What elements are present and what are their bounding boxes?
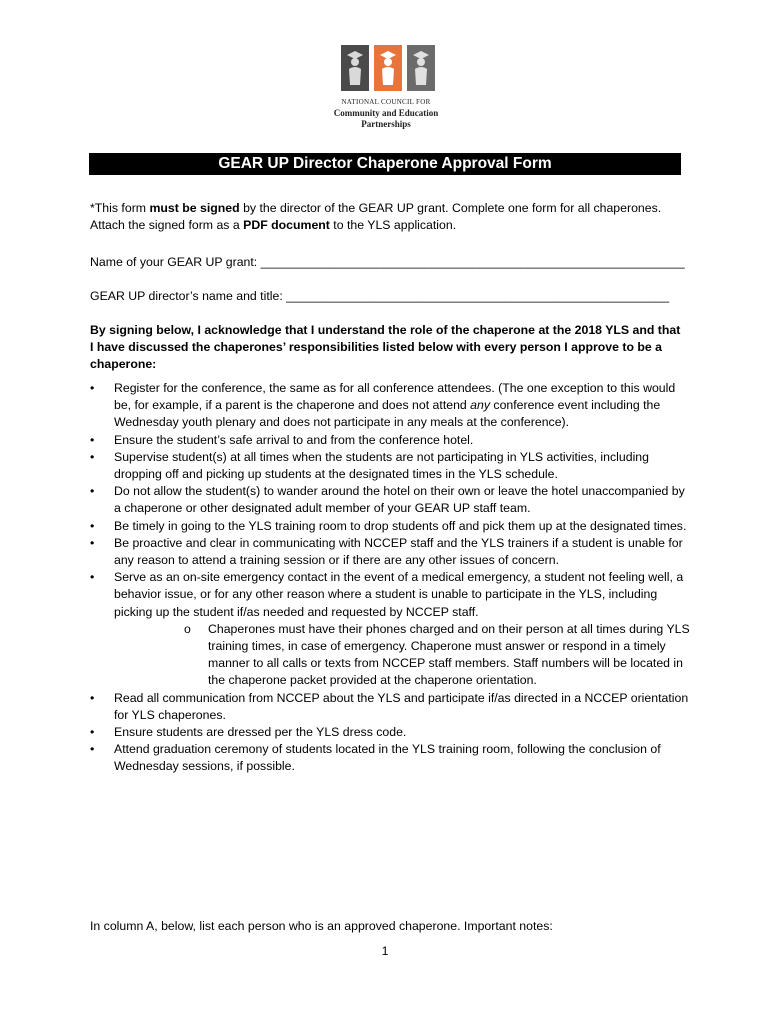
director-name-field[interactable] <box>90 288 690 305</box>
intro-text-3: to the YLS application. <box>329 218 457 233</box>
logo-graphic <box>341 45 439 91</box>
list-item-emphasis: any <box>470 398 490 413</box>
bullet-icon: • <box>90 449 95 464</box>
list-item-text: Be proactive and clear in communicating with NCCEP staff and the YLS trainers if a student is unable for any reason to attend a training session or if there are any other issues of concern. <box>114 535 683 568</box>
grant-name-line[interactable]: ______________________________________________________________ <box>260 255 685 269</box>
responsibilities-list <box>90 380 690 776</box>
intro-text-1: *This form <box>90 201 150 215</box>
list-item-text: Serve as an on-site emergency contact in the event of a medical emergency, a student not feeling well, a behavior issue, or for any other reason where a student is unable to participate in the YLS, including picking up the student if/as needed and requested by NCCEP staff. <box>114 570 684 619</box>
list-item-text: Be timely in going to the YLS training room to drop students off and pick them up at the designated times. <box>114 518 687 533</box>
sub-list <box>114 621 690 690</box>
list-item <box>90 449 690 483</box>
logo-text <box>333 97 439 130</box>
logo-line-1: NATIONAL COUNCIL FOR <box>341 98 431 106</box>
list-item-text: Attend graduation ceremony of students located in the YLS training room, following the conclusion of Wednesday sessions, if possible. <box>114 742 661 774</box>
sub-list-item-text: Chaperones must have their phones charged and on their person at all times during YLS training times, in case of emergency. Chaperone must answer or respond in a timely manner to all calls or texts from NCCEP staff members. Staff numbers will be located in the chaperone packet provided at the chaperone orientation. <box>208 621 690 688</box>
logo-line-2: Community and Education <box>333 108 439 118</box>
graduate-figure-icon <box>341 45 369 91</box>
list-item <box>90 380 690 432</box>
list-item-text: Supervise student(s) at all times when the students are not participating in YLS activities, including dropping off and picking up students at the designated times in the YLS schedule. <box>114 449 649 482</box>
list-item <box>90 741 690 775</box>
list-item <box>90 518 690 535</box>
bullet-icon: • <box>90 570 95 585</box>
bullet-icon: • <box>90 381 95 395</box>
bullet-icon: • <box>90 535 95 550</box>
acknowledgement-statement: By signing below, I acknowledge that I understand the role of the chaperone at the 2018 YLS and that I have discussed the chaperones’ responsibilities listed below with every person I approve to be a chaperone: <box>90 323 681 372</box>
column-note: In column A, below, list each person who is an approved chaperone. Important notes: <box>90 919 553 933</box>
grant-name-field[interactable] <box>90 254 690 271</box>
intro-bold-2: PDF document <box>243 218 330 233</box>
logo-line-3: Partnerships <box>361 119 411 129</box>
list-item <box>90 483 690 517</box>
director-name-label: GEAR UP director’s name and title: <box>90 289 287 303</box>
bullet-icon: • <box>90 432 95 447</box>
list-item <box>90 569 690 689</box>
list-item-text: Ensure the student’s safe arrival to and from the conference hotel. <box>114 432 474 447</box>
sub-bullet-icon: o <box>184 621 191 636</box>
graduate-figure-icon <box>374 45 402 91</box>
list-item <box>90 690 690 724</box>
bullet-icon: • <box>90 690 95 705</box>
sub-list-item <box>114 621 690 690</box>
list-item <box>90 724 690 741</box>
bullet-icon: • <box>90 484 95 499</box>
list-item <box>90 432 690 449</box>
list-item-text: Do not allow the student(s) to wander around the hotel on their own or leave the hotel unaccompanied by a chaperone or other designated adult member of your GEAR UP staff team. <box>114 484 685 516</box>
intro-paragraph <box>90 200 690 234</box>
grant-name-label: Name of your GEAR UP grant: <box>90 255 261 269</box>
intro-text-2: by the director of the GEAR UP grant. Complete one form for all chaperones. Attach the signed form as a <box>90 201 662 233</box>
intro-bold-1: must be signed <box>149 201 240 215</box>
form-title: GEAR UP Director Chaperone Approval Form <box>89 153 681 175</box>
bullet-icon: • <box>90 742 95 757</box>
list-item-text: Register for the conference, the same as for all conference attendees. (The one exception to this would be, for example, if a parent is the chaperone and does not attend <box>114 381 676 413</box>
list-item-text: Ensure students are dressed per the YLS dress code. <box>114 725 407 740</box>
list-item <box>90 535 690 569</box>
bullet-icon: • <box>90 518 95 533</box>
graduate-figure-icon <box>407 45 435 91</box>
nccep-logo <box>333 45 439 130</box>
list-item-text: conference event including the Wednesday youth plenary and does not participate in any meals at the conference). <box>114 398 661 430</box>
list-item-text: Read all communication from NCCEP about the YLS and participate if/as directed in a NCCEP orientation for YLS chaperones. <box>114 690 689 722</box>
bullet-icon: • <box>90 725 95 740</box>
director-name-line[interactable]: ________________________________________________________ <box>286 289 670 303</box>
page-number: 1 <box>381 944 389 958</box>
